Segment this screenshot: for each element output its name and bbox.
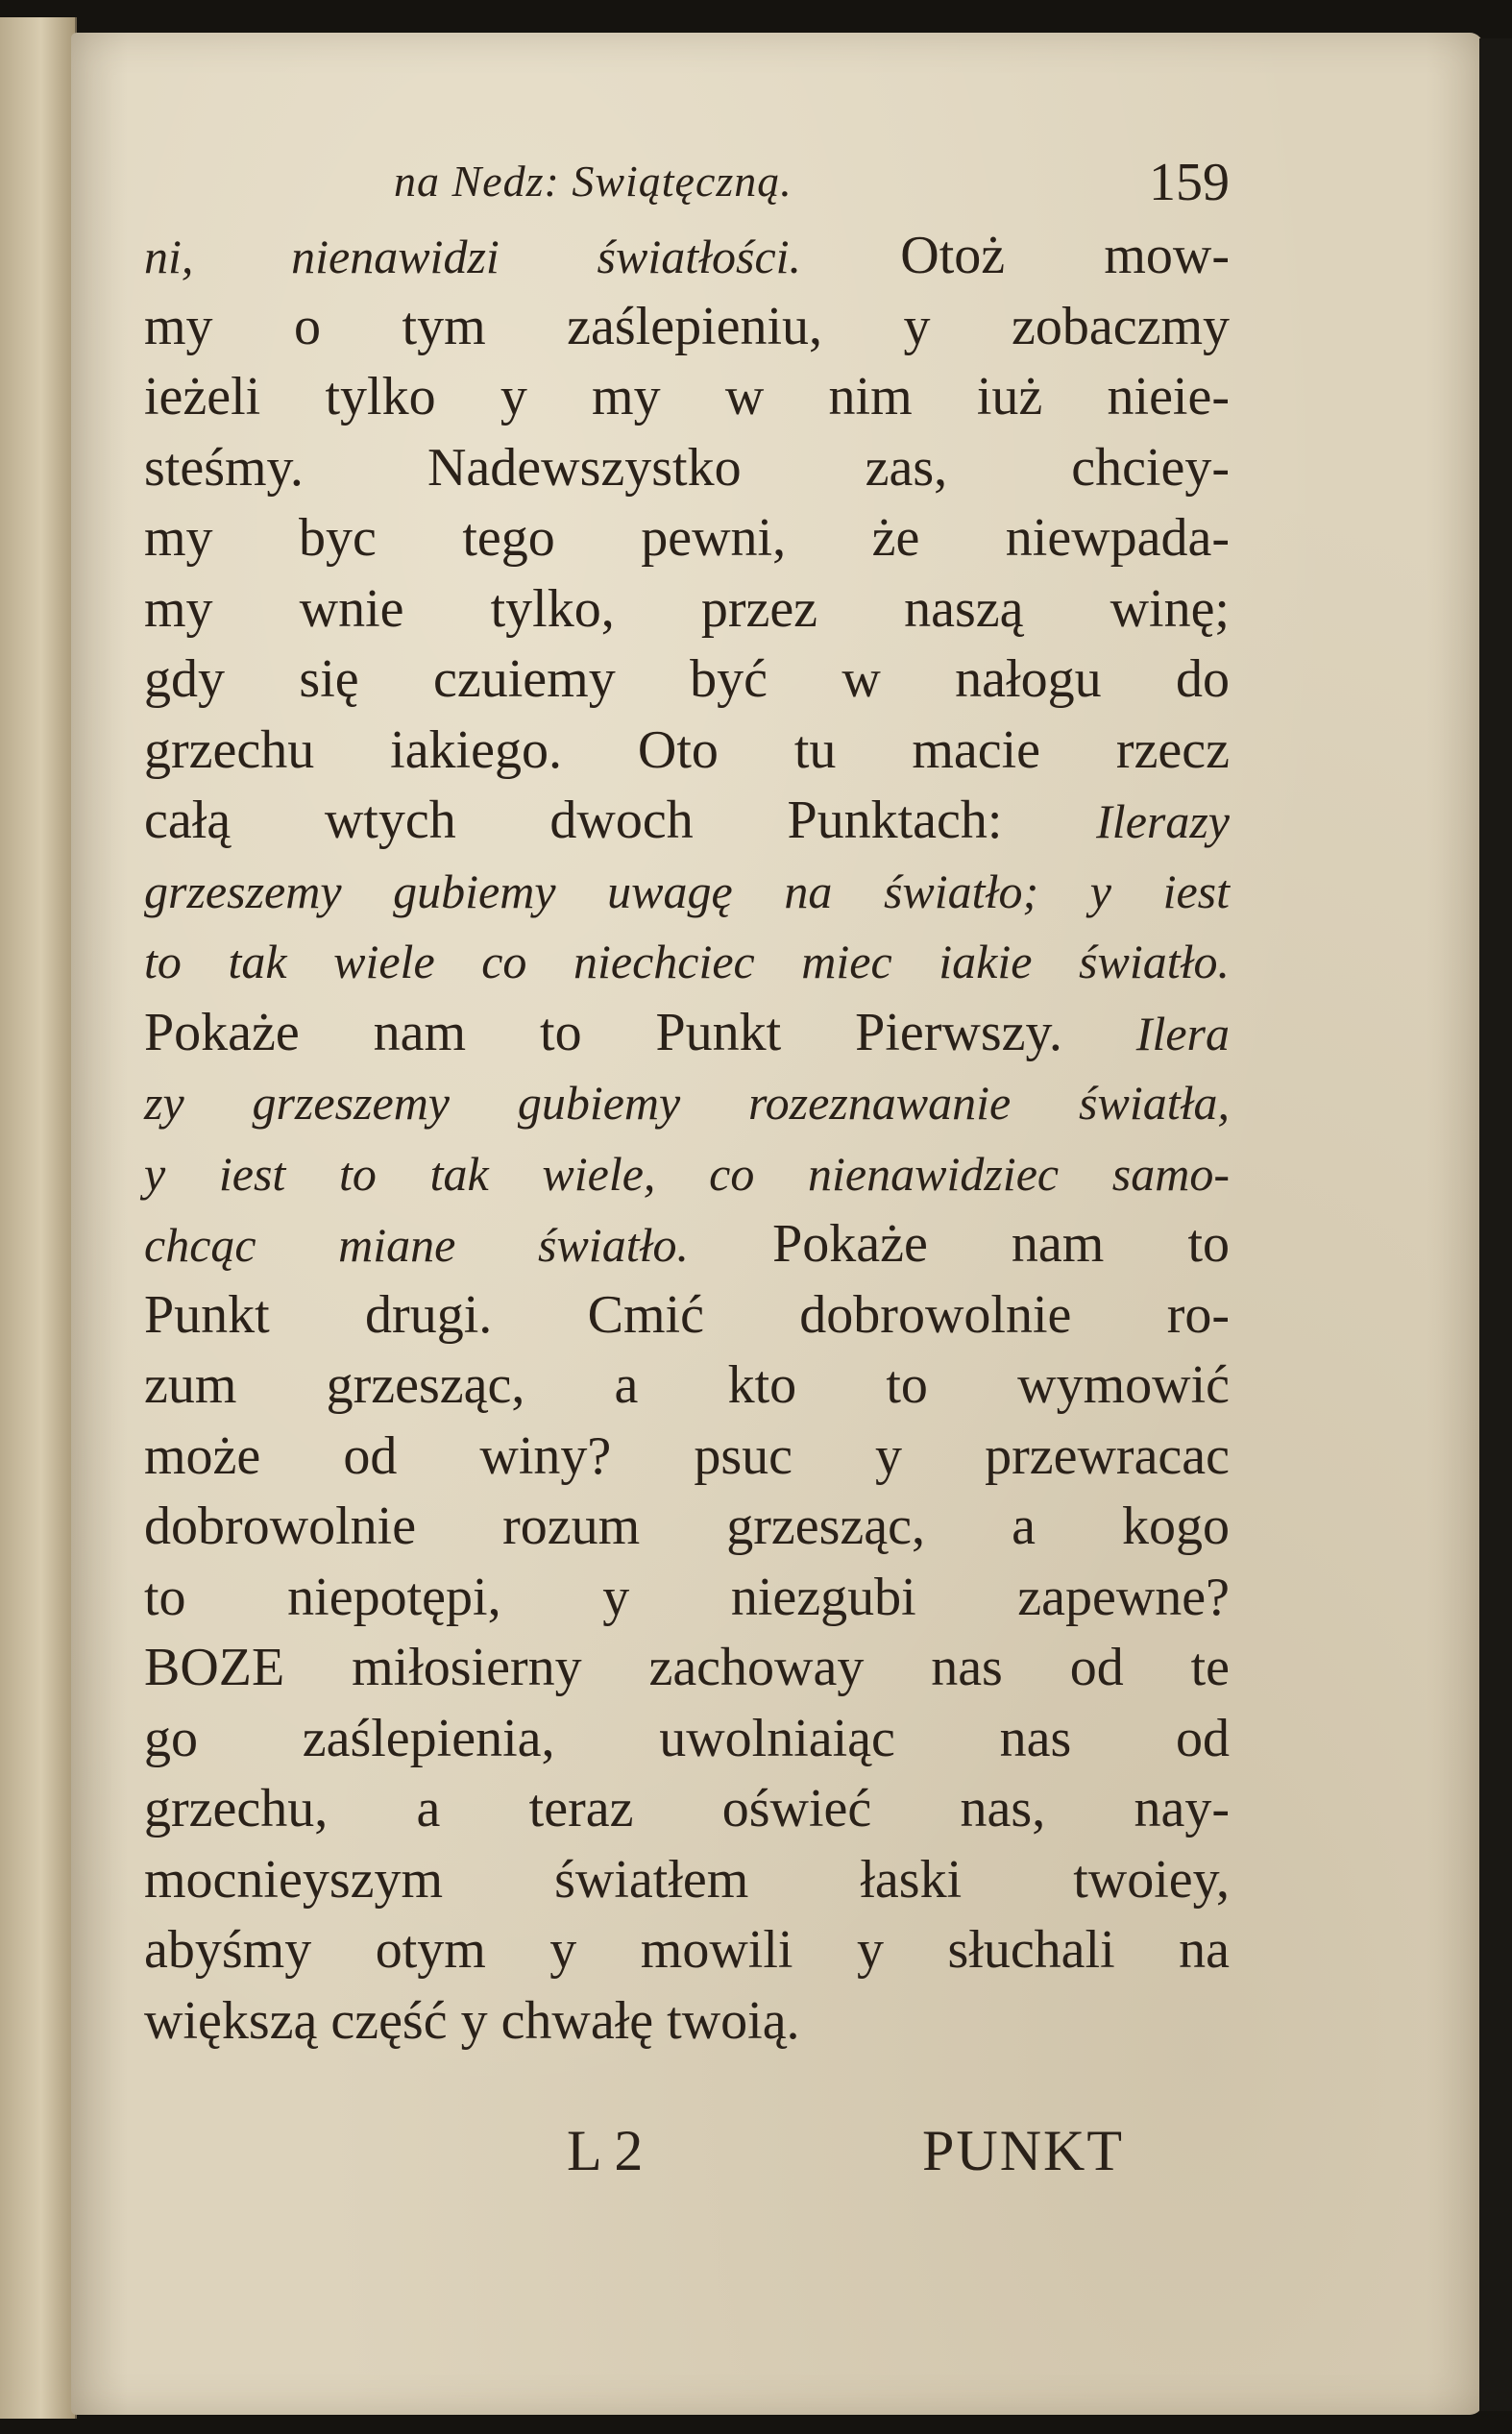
roman-text: grzechu, a teraz oświeć nas, nay- — [144, 1779, 1230, 1838]
text-line — [144, 221, 1230, 292]
italic-text: ni, nienawidzi światłości. — [144, 230, 802, 283]
italic-text: Ilera — [1135, 1006, 1230, 1060]
roman-text: Pokaże nam to Punkt Pierwszy. — [144, 1002, 1136, 1062]
text-line — [144, 1139, 1230, 1210]
roman-text: może od winy? psuc y przewracac — [144, 1425, 1230, 1486]
text-line — [144, 1068, 1230, 1139]
roman-text: my byc tego pewni, że niewpada- — [144, 508, 1230, 568]
page-text-block — [144, 144, 1230, 2057]
roman-text: steśmy. Nadewszystko zas, chciey- — [144, 437, 1230, 498]
text-line — [144, 1915, 1230, 1986]
text-line — [144, 1422, 1230, 1493]
italic-text: y iest to tak wiele, co nienawidziec samo- — [144, 1146, 1230, 1201]
text-line — [144, 1845, 1230, 1916]
text-line — [144, 998, 1230, 1069]
roman-text: mocnieyszym światłem łaski twoiey, — [144, 1849, 1230, 1910]
roman-text: my wnie tylko, przez naszą winę; — [144, 578, 1230, 639]
text-line — [144, 503, 1230, 574]
catchword: PUNKT — [922, 2119, 1125, 2182]
text-line — [144, 645, 1230, 716]
italic-text: to tak wiele co niechciec miec iakie światło. — [144, 935, 1230, 988]
text-line — [144, 1351, 1230, 1422]
roman-text: Otoż mow- — [801, 226, 1230, 285]
page-header — [144, 144, 1230, 221]
text-line — [144, 716, 1230, 787]
roman-text: grzechu iakiego. Oto tu macie rzecz — [144, 719, 1230, 780]
italic-text: zy grzeszemy gubiemy rozeznawanie światła, — [144, 1076, 1230, 1130]
text-line — [144, 1704, 1230, 1775]
text-line — [144, 292, 1230, 363]
roman-text: całą wtych dwoch Punktach: — [144, 791, 1097, 850]
text-line — [144, 574, 1230, 645]
roman-text: Punkt drugi. Cmić dobrowolnie ro- — [144, 1284, 1230, 1345]
text-line — [144, 433, 1230, 504]
italic-text: chcąc miane światło. — [144, 1218, 689, 1272]
roman-text: BOZE miłosierny zachoway nas od te — [144, 1638, 1230, 1697]
text-line — [144, 1633, 1230, 1704]
roman-text: ieżeli tylko y my w nim iuż nieie- — [144, 367, 1230, 426]
italic-text: grzeszemy gubiemy uwagę na światło; y iest — [144, 864, 1230, 918]
body-text — [144, 221, 1230, 2057]
text-line — [144, 1209, 1230, 1280]
text-line — [144, 362, 1230, 433]
text-line — [144, 1986, 1230, 2057]
roman-text: to niepotępi, y niezgubi zapewne? — [144, 1567, 1230, 1627]
scan-background-edge — [1479, 38, 1512, 2411]
italic-text: Ilerazy — [1096, 794, 1230, 848]
text-line — [144, 1774, 1230, 1845]
roman-text: go zaślepienia, uwolniaiąc nas od — [144, 1708, 1230, 1768]
previous-page-edge — [0, 17, 77, 2419]
roman-text: dobrowolnie rozum grzesząc, a kogo — [144, 1497, 1230, 1556]
roman-text: Pokaże nam to — [688, 1214, 1230, 1274]
text-line — [144, 1280, 1230, 1351]
page-number: 159 — [1149, 153, 1230, 212]
text-line — [144, 1563, 1230, 1634]
roman-text: gdy się czuiemy być w nałogu do — [144, 649, 1230, 709]
roman-text: zum grzesząc, a kto to wymowić — [144, 1355, 1230, 1415]
text-line — [144, 786, 1230, 857]
text-line — [144, 1492, 1230, 1563]
page-footer — [144, 2118, 1230, 2195]
roman-text: większą część y chwałę twoią. — [144, 1990, 800, 2051]
signature-mark: L 2 — [567, 2119, 644, 2182]
roman-text: my o tym zaślepieniu, y zobaczmy — [144, 296, 1230, 356]
text-line — [144, 927, 1230, 998]
text-line — [144, 857, 1230, 928]
roman-text: abyśmy otym y mowili y słuchali na — [144, 1920, 1230, 1980]
running-head: na Nedz: Swiątęczną. — [394, 157, 793, 206]
